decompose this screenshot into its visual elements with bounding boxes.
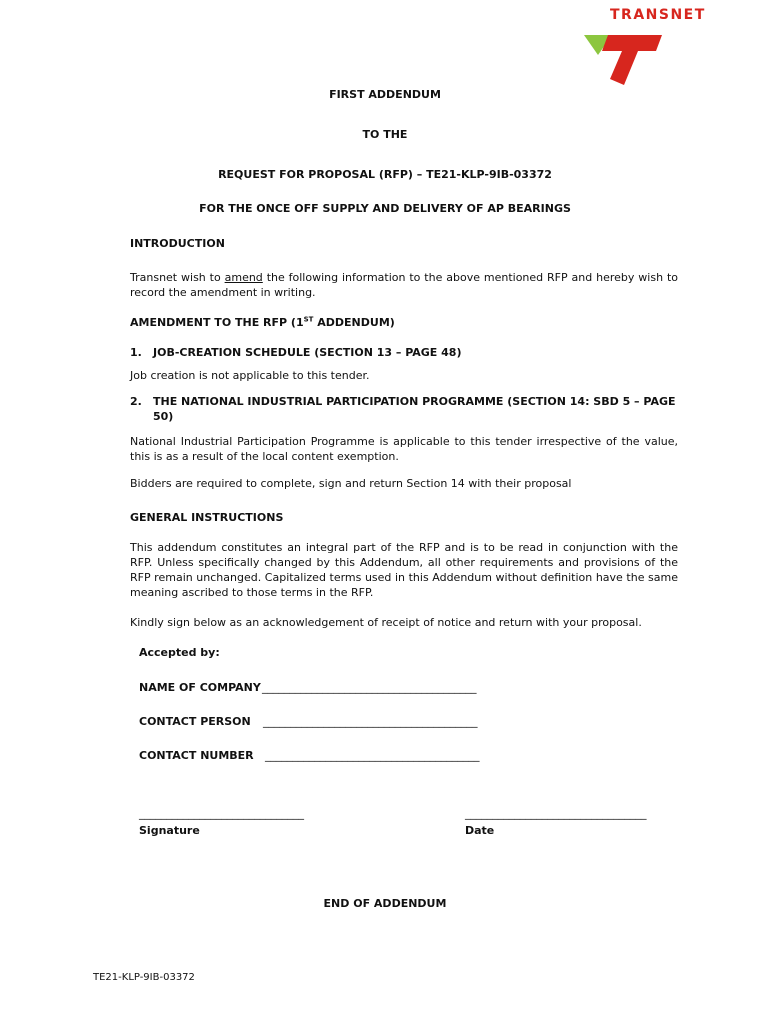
logo-text: TRANSNET: [610, 7, 706, 23]
general-paragraph2: Kindly sign below as an acknowledgement of receipt of notice and return with your proposal.: [130, 616, 642, 629]
item1-number: 1.: [130, 346, 142, 359]
item2-text2: Bidders are required to complete, sign and return Section 14 with their proposal: [130, 477, 572, 490]
date-label: Date: [465, 824, 495, 837]
signature-label: Signature: [139, 824, 200, 837]
company-name-field[interactable]: _______________________________________: [262, 681, 477, 694]
signature-field[interactable]: ______________________________: [139, 807, 304, 820]
item1-heading: JOB-CREATION SCHEDULE (SECTION 13 – PAGE 48): [153, 346, 462, 359]
contact-person-field[interactable]: _______________________________________: [263, 715, 478, 728]
general-paragraph1: This addendum constitutes an integral part of the RFP and is to be read in conjunction with the RFP. Unless specifically changed by this Addendum, all other requirements and provisions of the RFP remain unchanged. Capitalized terms used in this Addendum without definition have the same meaning ascribed to those terms in the RFP.: [130, 541, 678, 599]
company-name-label: NAME OF COMPANY: [139, 681, 261, 694]
date-field[interactable]: _________________________________: [465, 807, 647, 820]
item2-number: 2.: [130, 395, 142, 408]
introduction-heading: INTRODUCTION: [130, 237, 225, 250]
item2-text1: National Industrial Participation Programme is applicable to this tender irrespective of the value, this is as a result of the local content exemption.: [130, 435, 678, 463]
contact-number-field[interactable]: _______________________________________: [265, 749, 480, 762]
item2-heading: THE NATIONAL INDUSTRIAL PARTICIPATION PROGRAMME (SECTION 14: SBD 5 – PAGE 50): [153, 395, 676, 423]
amendment-heading: AMENDMENT TO THE RFP (1ST ADDENDUM): [130, 315, 395, 329]
title-rfp-number: REQUEST FOR PROPOSAL (RFP) – TE21-KLP-9IB-03372: [218, 168, 552, 181]
logo-mark-icon: [584, 33, 664, 85]
title-to-the: TO THE: [362, 128, 408, 141]
title-first-addendum: FIRST ADDENDUM: [329, 88, 441, 101]
footer-reference: TE21-KLP-9IB-03372: [93, 972, 195, 983]
title-description: FOR THE ONCE OFF SUPPLY AND DELIVERY OF AP BEARINGS: [199, 202, 571, 215]
introduction-text: Transnet wish to amend the following information to the above mentioned RFP and hereby wish to record the amendment in writing.: [130, 271, 678, 299]
contact-person-label: CONTACT PERSON: [139, 715, 251, 728]
end-of-addendum: END OF ADDENDUM: [323, 897, 447, 910]
accepted-by-label: Accepted by:: [139, 646, 220, 659]
general-heading: GENERAL INSTRUCTIONS: [130, 511, 284, 524]
contact-number-label: CONTACT NUMBER: [139, 749, 254, 762]
item1-text: Job creation is not applicable to this tender.: [130, 369, 370, 382]
